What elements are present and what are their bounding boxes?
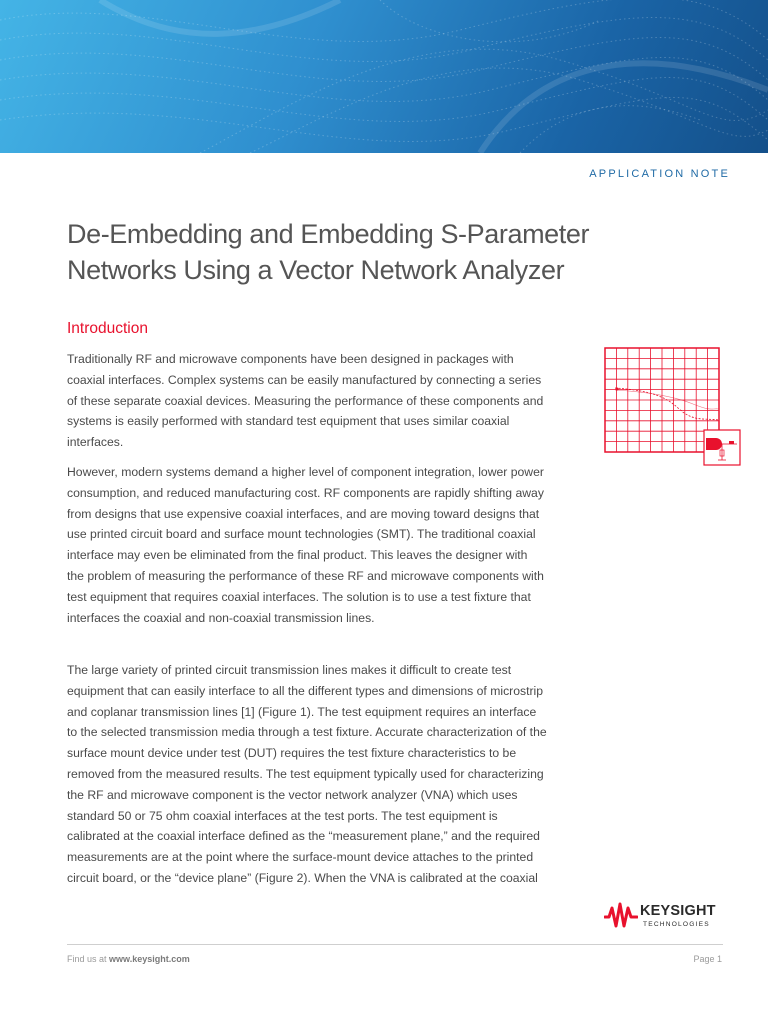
vna-graph-illustration — [603, 346, 743, 468]
document-type-label: APPLICATION NOTE — [589, 168, 730, 180]
graph-grid — [605, 348, 719, 452]
paragraph-1: Traditionally RF and microwave components have been designed in packages with coaxial interfaces. Complex systems can be easily manufactured by connecting a series of these separate coaxial devices. Measuring the performance of these components and systems is easily performed with standard test equipment that uses similar coaxial interfaces. — [67, 352, 544, 450]
document-title — [67, 216, 627, 288]
paragraph-2: However, modern systems demand a higher level of component integration, lower power consumption, and reduced manufacturing cost. RF components are rapidly shifting away from designs that use expensive coaxial interfaces, and are moving toward designs that use printed circuit board and surface mount technologies (SMT). The traditional coaxial interface may even be eliminated from the final product. This leaves the designer with the problem of measuring the performance of these RF and microwave components with test equipment that requires coaxial interfaces. The solution is to use a test fixture that interfaces the coaxial and non-coaxial transmission lines. — [67, 465, 544, 625]
footer-url-link[interactable]: www.keysight.com — [109, 954, 190, 964]
title-line-2: Networks Using a Vector Network Analyzer — [67, 255, 565, 285]
paragraph-3: The large variety of printed circuit transmission lines makes it difficult to create test equipment that can easily interface to all the different types and dimensions of microstrip and coplanar transmission lines [1] (Figure 1). The test equipment requires an interface to the selected transmission media through a test fixture. Accurate characterization of the surface mount device under test (DUT) requires the test fixture characteristics to be removed from the measured results. The test equipment typically used for characterizing the RF and microwave component is the vector network analyzer (VNA) which uses standard 50 or 75 ohm coaxial interfaces at the test ports. The test equipment is calibrated at the coaxial interface defined as the “measurement plane,” and the required measurements are at the point where the surface-mount device attaches to the printed circuit board, or the “device plane” (Figure 2). When the VNA is calibrated at the coaxial — [67, 663, 547, 885]
page-number: Page 1 — [693, 954, 722, 964]
brand-name: KEYSIGHT — [640, 903, 716, 919]
footer-prefix: Find us at — [67, 954, 110, 964]
header-banner — [0, 0, 768, 153]
footer-divider — [67, 944, 723, 945]
circuit-inset — [704, 430, 740, 465]
section-heading-introduction: Introduction — [67, 320, 148, 337]
wave-pattern — [0, 0, 768, 153]
footer-link-text — [67, 954, 190, 964]
keysight-logo — [604, 900, 734, 936]
title-line-1: De-Embedding and Embedding S-Parameter — [67, 219, 590, 249]
keysight-wave-icon — [604, 900, 638, 930]
brand-tagline: TECHNOLOGIES — [643, 921, 710, 928]
